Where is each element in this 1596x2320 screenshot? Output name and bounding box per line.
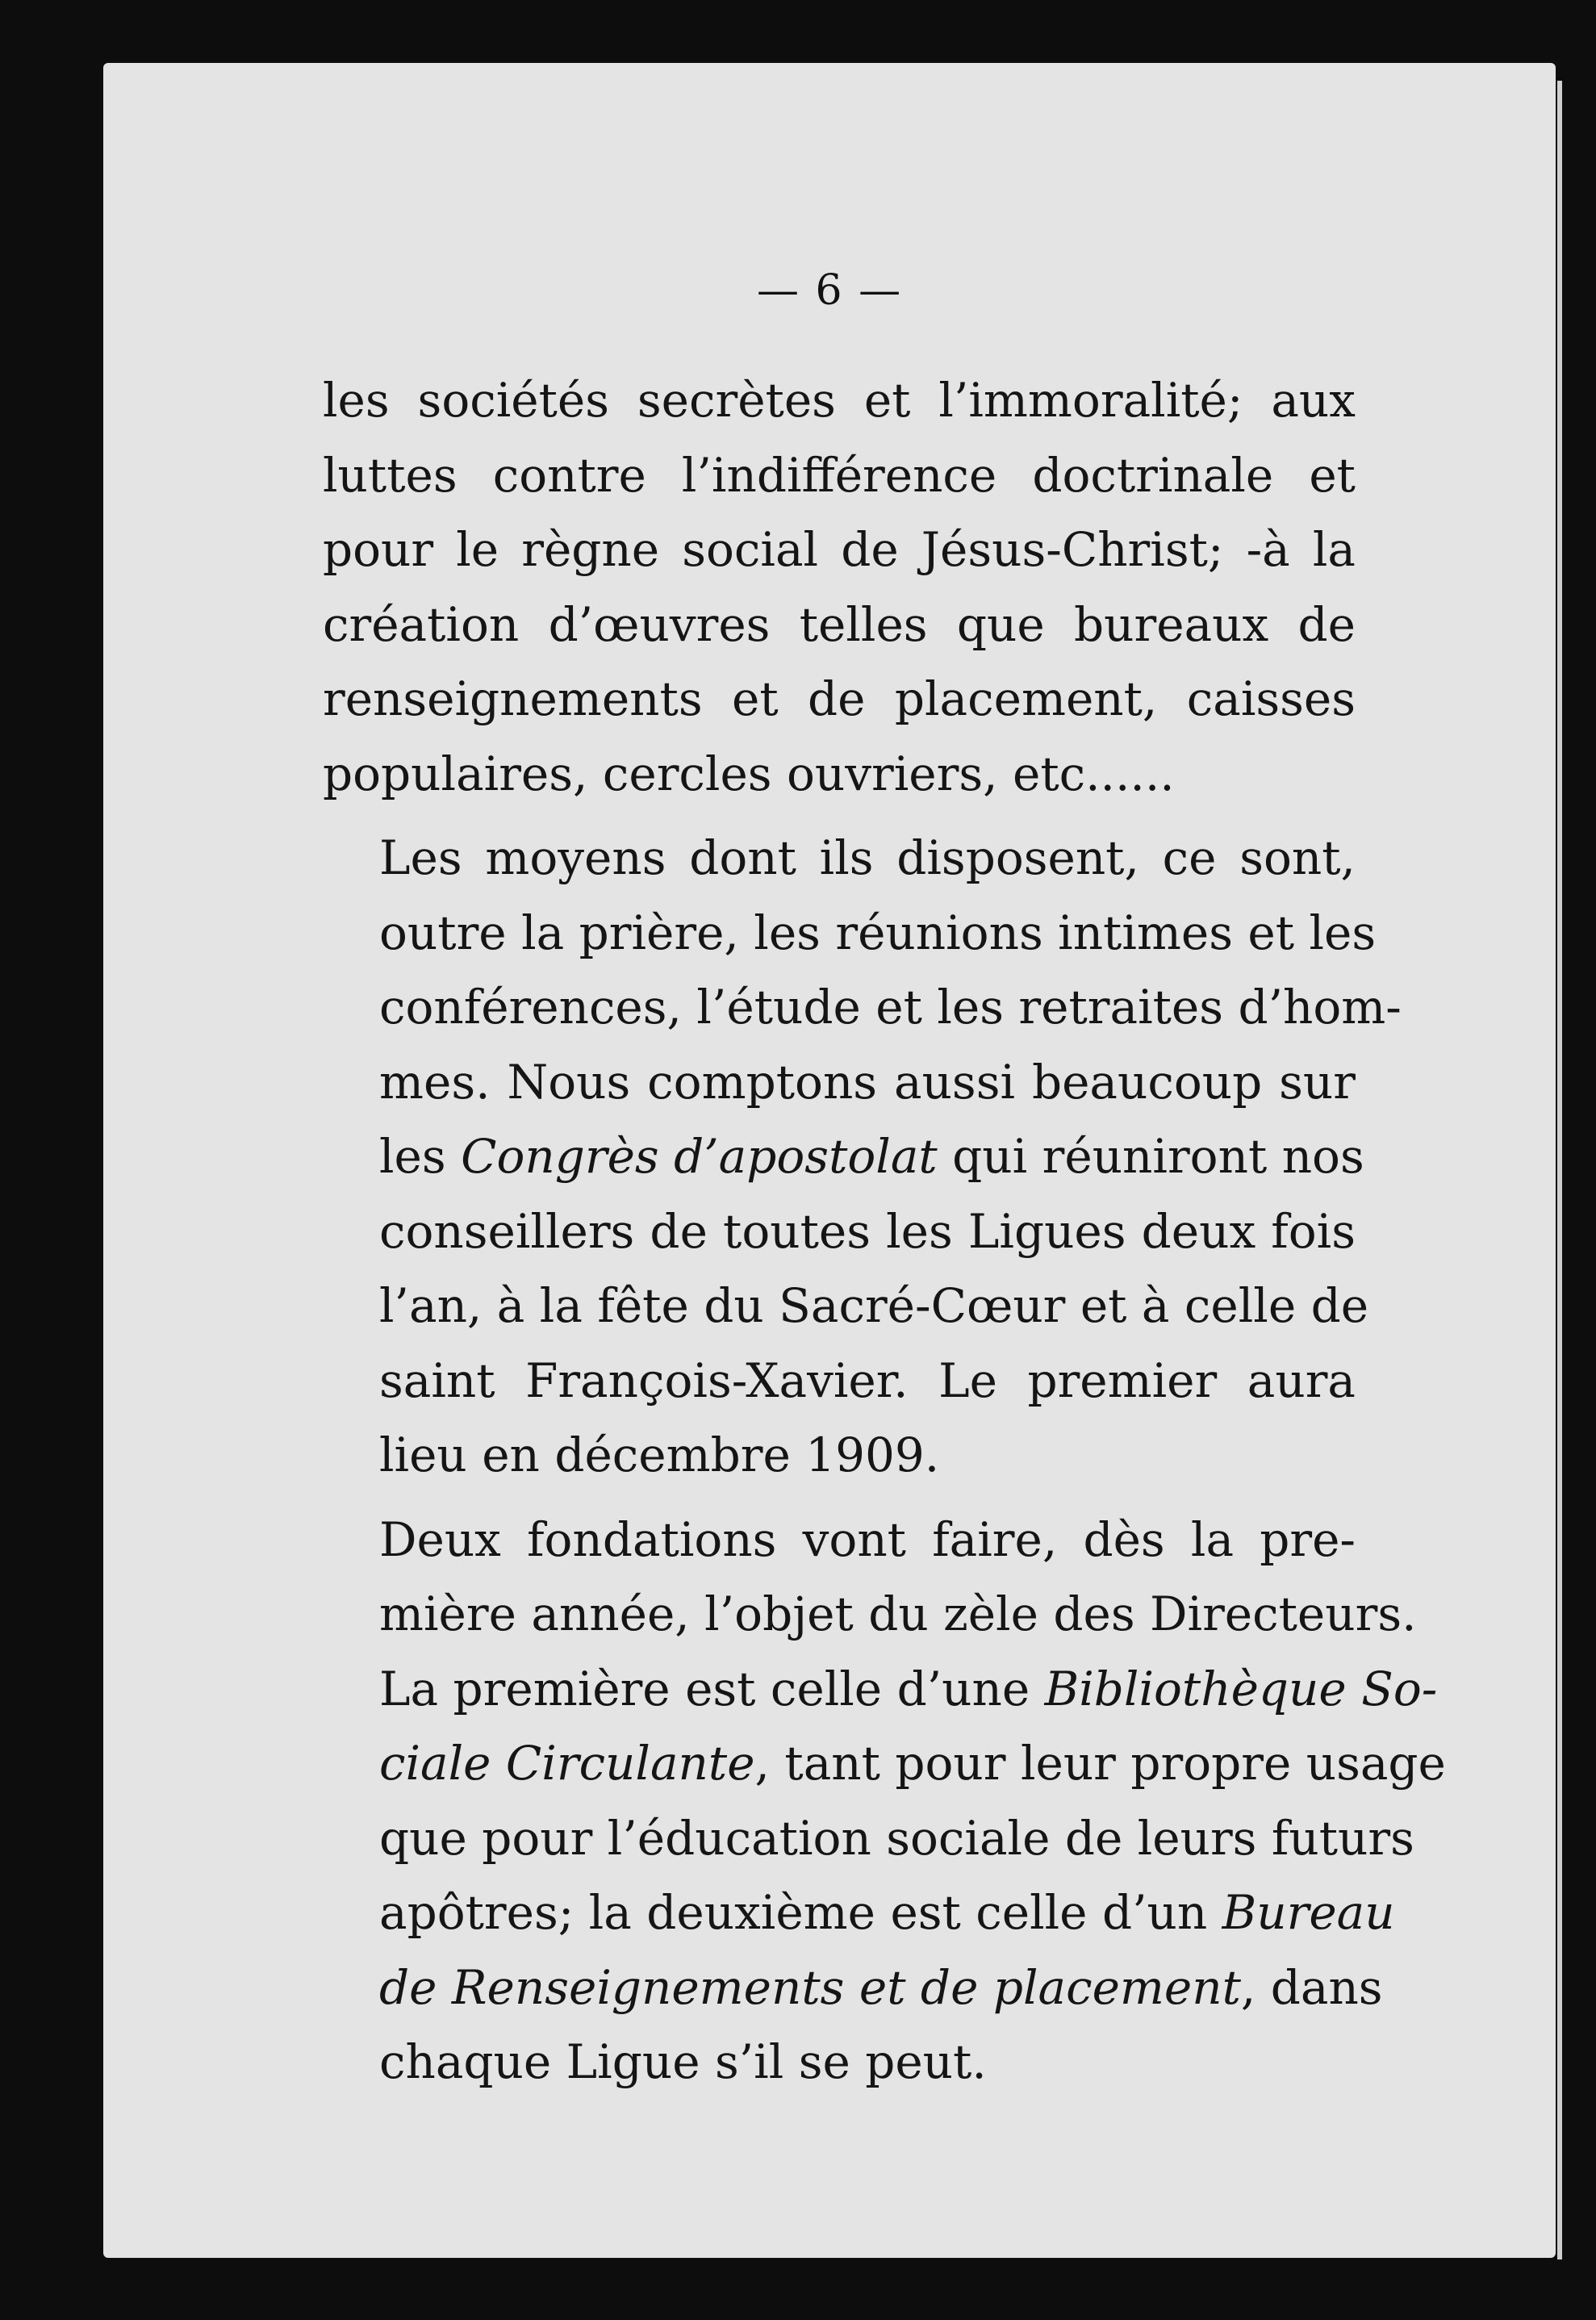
- text-line: [323, 1875, 1395, 1950]
- text-line: [323, 1119, 1364, 1194]
- text-run: apôtres; la deuxième est celle d’un: [379, 1885, 1222, 1940]
- italic-run: Congrès d’apostolat: [461, 1129, 938, 1184]
- text-line: luttes contre l’indifférence doctrinale et: [323, 447, 1356, 503]
- text-line: mes. Nous comptons aussi beaucoup sur: [379, 1054, 1356, 1110]
- paragraph: [323, 363, 1356, 811]
- text-line: outre la prière, les réunions intimes et les: [379, 905, 1377, 960]
- text-line: lieu en décembre 1909.: [379, 1428, 940, 1482]
- text-line: saint François-Xavier. Le premier aura: [379, 1352, 1356, 1408]
- text-line: mière année, l’objet du zèle des Directeurs.: [379, 1586, 1417, 1641]
- text-line: conférences, l’étude et les retraites d’hom-: [379, 980, 1402, 1035]
- text-line: que pour l’éducation sociale de leurs futurs: [379, 1810, 1414, 1866]
- text-run: qui réuniront nos: [937, 1129, 1364, 1184]
- text-run: La première est celle d’une: [379, 1661, 1045, 1716]
- text-line: [323, 1726, 1446, 1801]
- italic-run: ciale Circulante: [379, 1736, 755, 1791]
- text-line: renseignements et de placement, caisses: [323, 671, 1356, 726]
- text-line: populaires, cercles ouvriers, etc......: [323, 746, 1175, 801]
- text-line: Les moyens dont ils disposent, ce sont,: [379, 830, 1356, 885]
- text-line: [323, 1950, 1383, 2025]
- text-line: chaque Ligue s’il se peut.: [379, 2034, 987, 2089]
- italic-run: Bureau: [1222, 1885, 1395, 1940]
- paragraph: [323, 1503, 1446, 2100]
- text-line: pour le règne social de Jésus-Christ; -à la: [323, 522, 1356, 577]
- text-run: les: [379, 1129, 462, 1184]
- text-line: les sociétés secrètes et l’immoralité; aux: [323, 373, 1356, 428]
- text-line: [323, 1652, 1438, 1727]
- text-line: Deux fondations vont faire, dès la pre-: [379, 1511, 1356, 1567]
- body-text: [323, 363, 1446, 2100]
- page-spine-edge: [1557, 81, 1562, 2259]
- page-number: — 6 —: [757, 266, 903, 315]
- text-run: , dans: [1240, 1959, 1383, 2015]
- italic-run: Bibliothèque So-: [1044, 1661, 1438, 1716]
- paragraph: [323, 821, 1402, 1493]
- italic-run: de Renseignements et de placement: [379, 1959, 1241, 2015]
- text-line: conseillers de toutes les Ligues deux fois: [379, 1203, 1356, 1259]
- text-line: création d’œuvres telles que bureaux de: [323, 596, 1356, 652]
- text-run: , tant pour leur propre usage: [754, 1736, 1446, 1791]
- text-line: l’an, à la fête du Sacré-Cœur et à celle de: [379, 1278, 1369, 1333]
